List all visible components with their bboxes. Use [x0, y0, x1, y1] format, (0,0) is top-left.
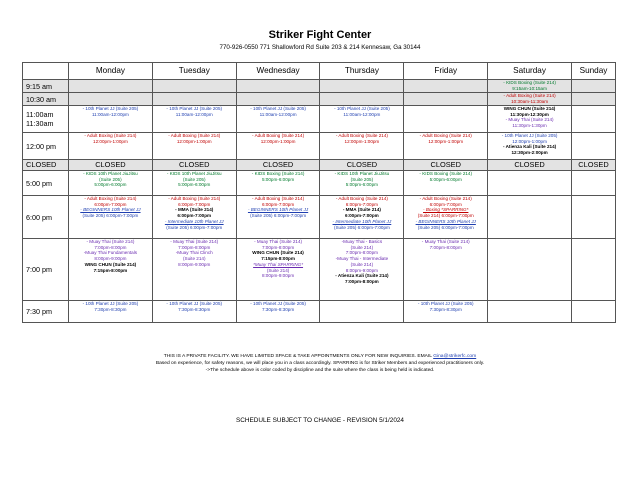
class-cell	[69, 239, 153, 301]
class-entry: 9:15am-10:15am	[512, 85, 547, 91]
class-cell	[404, 239, 488, 301]
class-cell	[572, 171, 616, 196]
schedule-row	[23, 171, 616, 196]
class-entry: 6:00pm-7:00pm	[429, 201, 462, 207]
class-entry: - 10th Planet JJ (Suite 205)	[250, 301, 306, 306]
class-cell	[236, 196, 320, 239]
notice-text: THIS IS A PRIVATE FACILITY. WE HAVE LIMITED SPACE & TAKE APPOINTMENTS ONLY FOR NEW INQUIRIES. EMAIL	[163, 354, 432, 359]
class-entry: -Muay Thai Fundamentals	[83, 250, 138, 256]
class-cell	[404, 133, 488, 160]
class-cell	[152, 171, 236, 196]
class-entry: 6:00pm-7:00pm	[345, 213, 379, 219]
class-entry: - Adult Boxing (Suite 214)	[335, 133, 388, 138]
class-entry: (Suite 205) 6:00pm-7:00pm	[250, 213, 307, 219]
class-cell	[488, 160, 572, 171]
schedule-row	[23, 93, 616, 106]
class-entry: - 10th Planet JJ (Suite 205)	[166, 301, 223, 306]
notice-line-3: ->The schedule above is color coded by discipline and the suite where the class is being held is indicated.	[205, 368, 435, 373]
class-entry: 7:30pm-8:30pm	[94, 306, 127, 312]
revision-note: SCHEDULE SUBJECT TO CHANGE - REVISION 5/1/2024	[236, 417, 404, 424]
time-slot	[23, 133, 69, 160]
class-entry: - 10th Planet JJ (Suite 205)	[501, 133, 558, 138]
class-entry: 12:00pm-1:00pm	[260, 138, 296, 144]
class-entry: 11:00am-12:00pm	[91, 111, 129, 117]
closed-label: CLOSED	[95, 160, 126, 170]
day-header: Wednesday	[236, 63, 320, 80]
class-entry: 7:00pm-8:00pm	[178, 244, 211, 250]
class-entry: (Suite 205)	[183, 176, 206, 182]
class-entry: 11:30pm-12:30pm	[510, 111, 549, 117]
class-entry: 5:00pm-6:00pm	[429, 176, 462, 182]
class-cell	[488, 133, 572, 160]
class-entry: (Suite 205) 6:00pm-7:00pm	[166, 224, 223, 230]
class-cell	[404, 196, 488, 239]
class-entry: - 10th Planet JJ (Suite 205)	[334, 106, 390, 111]
time-label: 12:00 pm	[26, 141, 56, 151]
class-entry: 8:00pm-9:00pm	[345, 267, 378, 273]
class-cell	[152, 160, 236, 171]
class-entry: - KIDS Boxing (Suite 214)	[251, 171, 305, 176]
class-cell	[69, 106, 153, 133]
class-entry: - MMA (Suite 214)	[342, 207, 381, 213]
class-entry: 5:00pm-6:00pm	[261, 176, 295, 182]
class-cell	[488, 301, 572, 323]
class-entry: - Muay Thai (Suite 214)	[421, 239, 470, 244]
class-cell	[69, 93, 153, 106]
class-entry: -Muay Thai - Basics	[341, 239, 383, 244]
class-entry: - Adult Boxing (Suite 214)	[335, 196, 388, 201]
class-cell	[69, 133, 153, 160]
class-cell	[572, 93, 616, 106]
class-cell	[320, 160, 404, 171]
class-entry: - Adult Boxing (Suite 214)	[503, 93, 556, 98]
class-cell	[572, 301, 616, 323]
class-entry: - Intermediate 10th Planet JJ	[164, 218, 224, 224]
class-entry: (Suite 214) 6:00pm-7:00pm	[417, 213, 474, 219]
schedule-row	[23, 196, 616, 239]
day-header: Tuesday	[152, 63, 236, 80]
class-cell	[236, 93, 320, 106]
class-cell	[152, 301, 236, 323]
closed-label: CLOSED	[578, 160, 609, 170]
notice-line-2: Based on experience, for safety reasons, we will place you in a class accordingly. SPARRING is for Striker Members and experienced practitioners only.	[155, 361, 485, 366]
time-slot	[23, 80, 69, 93]
class-cell	[69, 196, 153, 239]
class-entry: - Adult Boxing (Suite 214)	[419, 196, 472, 201]
class-entry: 5:00pm-6:00pm	[178, 182, 211, 188]
class-entry: - KIDS 10th Planet JiuJitsu	[83, 171, 138, 176]
time-label: 6:00 pm	[26, 212, 52, 222]
class-cell	[236, 301, 320, 323]
class-cell	[152, 133, 236, 160]
class-cell	[488, 196, 572, 239]
class-entry: - 10th Planet JJ (Suite 205)	[166, 106, 223, 111]
notice-line-1	[0, 354, 640, 359]
time-slot	[23, 171, 69, 196]
class-cell	[404, 93, 488, 106]
class-cell	[69, 301, 153, 323]
class-cell	[488, 239, 572, 301]
class-entry: - 10th Planet JJ (Suite 205)	[82, 301, 139, 306]
time-slot	[23, 239, 69, 301]
class-entry: 7:00pm-8:00pm	[345, 250, 378, 256]
class-entry: 12:00pm-1:00pm	[512, 138, 547, 144]
class-entry: - BEGINNERS 10th Planet JJ	[247, 207, 309, 213]
class-entry: (Suite 205) 6:00pm-7:00pm	[417, 224, 474, 230]
time-slot	[23, 301, 69, 323]
class-cell	[488, 93, 572, 106]
class-entry: 8:00pm-9:00pm	[94, 256, 127, 262]
class-entry: - KIDS 10th Planet JiuJitsu	[334, 171, 390, 176]
class-entry: 12:00pm-1:00pm	[176, 138, 212, 144]
day-header: Monday	[69, 63, 153, 80]
time-label: 11:00am	[26, 110, 54, 119]
class-cell	[152, 80, 236, 93]
class-cell	[488, 106, 572, 133]
class-cell	[572, 239, 616, 301]
class-entry: - KIDS 10th Planet JiuJitsu	[166, 171, 222, 176]
schedule-row	[23, 133, 616, 160]
class-cell	[236, 239, 320, 301]
class-entry: 7:00pm-8:00pm	[94, 244, 127, 250]
class-cell	[152, 239, 236, 301]
class-cell	[236, 106, 320, 133]
class-entry: 6:00pm-7:00pm	[177, 213, 212, 219]
time-label: 5:00 pm	[26, 178, 52, 188]
schedule-row	[23, 301, 616, 323]
class-cell	[572, 196, 616, 239]
class-entry: WING CHUN (Suite 214)	[84, 261, 137, 267]
class-cell	[404, 106, 488, 133]
class-entry: 11:00am-12:00pm	[343, 111, 381, 117]
class-entry: WING CHUN (Suite 214)	[503, 106, 556, 111]
class-cell	[152, 106, 236, 133]
class-entry: 7:30pm-8:30pm	[178, 306, 211, 312]
class-entry: -Muay Thai - Intermediate	[335, 256, 389, 262]
class-entry: (Suite 214)	[350, 261, 374, 267]
schedule-row	[23, 80, 616, 93]
class-entry: - Muay Thai (Suite 214)	[170, 239, 219, 244]
class-cell	[69, 171, 153, 196]
day-header: Friday	[404, 63, 488, 80]
class-entry: -Muay Thai Clinch	[175, 250, 213, 256]
class-cell	[152, 93, 236, 106]
class-entry: 7:15pm-8:00pm	[93, 267, 128, 273]
class-cell	[572, 80, 616, 93]
class-cell	[404, 80, 488, 93]
class-cell	[320, 93, 404, 106]
class-entry: 6:00pm-7:00pm	[94, 201, 127, 207]
class-entry: 11:30pm-1:30pm	[512, 123, 547, 129]
class-cell	[404, 160, 488, 171]
class-cell	[69, 80, 153, 93]
class-cell	[572, 160, 616, 171]
time-label: 10:30 am	[26, 94, 56, 104]
time-label: 7:00 pm	[26, 265, 52, 274]
class-entry: (Suite 205) 6:00pm-7:00pm	[333, 224, 390, 230]
class-entry: - Adult Boxing (Suite 214)	[168, 133, 221, 138]
time-slot	[23, 196, 69, 239]
time-slot	[23, 160, 69, 171]
class-cell	[320, 196, 404, 239]
day-header: Saturday	[488, 63, 572, 80]
day-header: Sunday	[572, 63, 616, 80]
class-entry: (Suite 214)	[350, 244, 374, 250]
class-entry: 6:00pm-7:00pm	[345, 201, 378, 207]
class-entry: - Atienza Kali (Suite 214)	[335, 273, 389, 279]
class-entry: *Muay Thai SPARRING*	[253, 261, 304, 267]
class-cell	[320, 239, 404, 301]
class-entry: - Adult Boxing (Suite 214)	[168, 196, 221, 201]
class-cell	[236, 160, 320, 171]
time-label: 9:15 am	[26, 81, 52, 91]
class-cell	[320, 301, 404, 323]
class-entry: (Suite 205) 6:00pm-7:00pm	[82, 213, 139, 219]
class-entry: (Suite 214)	[183, 256, 206, 262]
class-entry: 5:00pm-6:00pm	[345, 182, 378, 188]
class-entry: - 10th Planet JJ (Suite 205)	[417, 301, 474, 306]
class-entry: - BEGINNERS 10th Planet JJ	[415, 218, 476, 224]
class-entry: 10:30am-11:30am	[511, 98, 549, 104]
class-cell	[236, 133, 320, 160]
class-cell	[572, 133, 616, 160]
time-label: CLOSED	[26, 160, 57, 170]
class-entry: - 10th Planet JJ (Suite 205)	[82, 106, 139, 111]
class-entry: 8:00pm-9:00pm	[261, 273, 295, 279]
class-cell	[236, 80, 320, 93]
class-entry: 12:30pm-2:00pm	[511, 150, 548, 156]
class-entry: - Adult Boxing (Suite 214)	[252, 133, 305, 138]
class-entry: 11:00am-12:00pm	[175, 111, 213, 117]
class-entry: - KIDS Boxing (Suite 214)	[419, 171, 473, 176]
class-entry: 11:00am-12:00pm	[259, 111, 297, 117]
class-cell	[320, 106, 404, 133]
class-entry: - MMA (Suite 214)	[175, 207, 214, 213]
closed-label: CLOSED	[262, 160, 294, 170]
class-entry: - Muay Thai (Suite 214)	[254, 239, 303, 244]
class-entry: 7:00pm-8:00pm	[345, 279, 379, 285]
class-cell	[488, 171, 572, 196]
class-entry: - 10th Planet JJ (Suite 205)	[250, 106, 306, 111]
class-entry: - Muay Thai (Suite 214)	[505, 117, 554, 123]
time-label: 7:30 pm	[26, 307, 52, 316]
time-label: 11:30am	[26, 119, 54, 128]
class-entry: 7:15pm-8:00pm	[261, 256, 295, 262]
class-cell	[69, 160, 153, 171]
time-slot	[23, 93, 69, 106]
address-line: 770-926-0550 771 Shallowford Rd Suite 203 & 214 Kennesaw, Ga 30144	[219, 44, 421, 51]
closed-label: CLOSED	[346, 160, 378, 170]
class-entry: 8:00pm-9:00pm	[178, 261, 211, 267]
class-entry: 12:00pm-1:00pm	[344, 138, 380, 144]
class-entry: - KIDS Boxing (Suite 214)	[503, 80, 556, 85]
class-entry: 6:00pm-7:00pm	[261, 201, 295, 207]
corner-cell	[23, 63, 69, 80]
class-entry: WING CHUN (Suite 214)	[252, 250, 304, 256]
class-entry: - BEGINNERS 10th Planet JJ	[80, 207, 141, 213]
class-cell	[320, 80, 404, 93]
class-cell	[320, 171, 404, 196]
class-entry: - Atienza Kali (Suite 214)	[502, 144, 557, 150]
class-entry: - Adult Boxing (Suite 214)	[84, 133, 137, 138]
class-cell	[404, 171, 488, 196]
class-entry: - Adult Boxing (Suite 214)	[419, 133, 472, 138]
class-cell	[320, 133, 404, 160]
page-title: Striker Fight Center	[268, 29, 372, 41]
closed-label: CLOSED	[179, 160, 210, 170]
schedule-table	[22, 62, 616, 323]
closed-label: CLOSED	[430, 160, 461, 170]
class-cell	[152, 196, 236, 239]
class-entry: - Boxing *SPARRING*	[423, 207, 469, 213]
class-cell	[236, 171, 320, 196]
class-entry: - Adult Boxing (Suite 214)	[84, 196, 137, 201]
class-entry: - Adult Boxing (Suite 214)	[252, 196, 305, 201]
class-entry: 7:30pm-8:30pm	[429, 306, 462, 312]
class-entry: 7:00pm-8:00pm	[429, 244, 462, 250]
class-entry: (Suite 205)	[350, 176, 374, 182]
class-entry: 7:00pm-8:00pm	[261, 244, 295, 250]
class-entry: (Suite 205)	[99, 176, 122, 182]
class-entry: 12:00pm-1:00pm	[428, 138, 464, 144]
class-cell	[404, 301, 488, 323]
schedule-row	[23, 160, 616, 171]
day-header: Thursday	[320, 63, 404, 80]
day-header-row	[23, 63, 616, 80]
class-cell	[572, 106, 616, 133]
class-entry: 5:00pm-6:00pm	[94, 182, 127, 188]
schedule-row	[23, 106, 616, 133]
class-entry: 7:30pm-8:30pm	[261, 306, 295, 312]
class-entry: (Suite 214)	[266, 267, 290, 273]
class-cell	[488, 80, 572, 93]
schedule-body	[23, 80, 616, 323]
schedule-row	[23, 239, 616, 301]
class-entry: 12:00pm-1:00pm	[93, 138, 128, 144]
time-slot	[23, 106, 69, 133]
email-link[interactable]: Gina@strikerfc.com	[433, 354, 477, 359]
class-entry: - Muay Thai (Suite 214)	[86, 239, 135, 244]
class-entry: - Intermediate 10th Planet JJ	[332, 218, 392, 224]
class-entry: 6:00pm-7:00pm	[178, 201, 211, 207]
closed-label: CLOSED	[514, 160, 545, 170]
